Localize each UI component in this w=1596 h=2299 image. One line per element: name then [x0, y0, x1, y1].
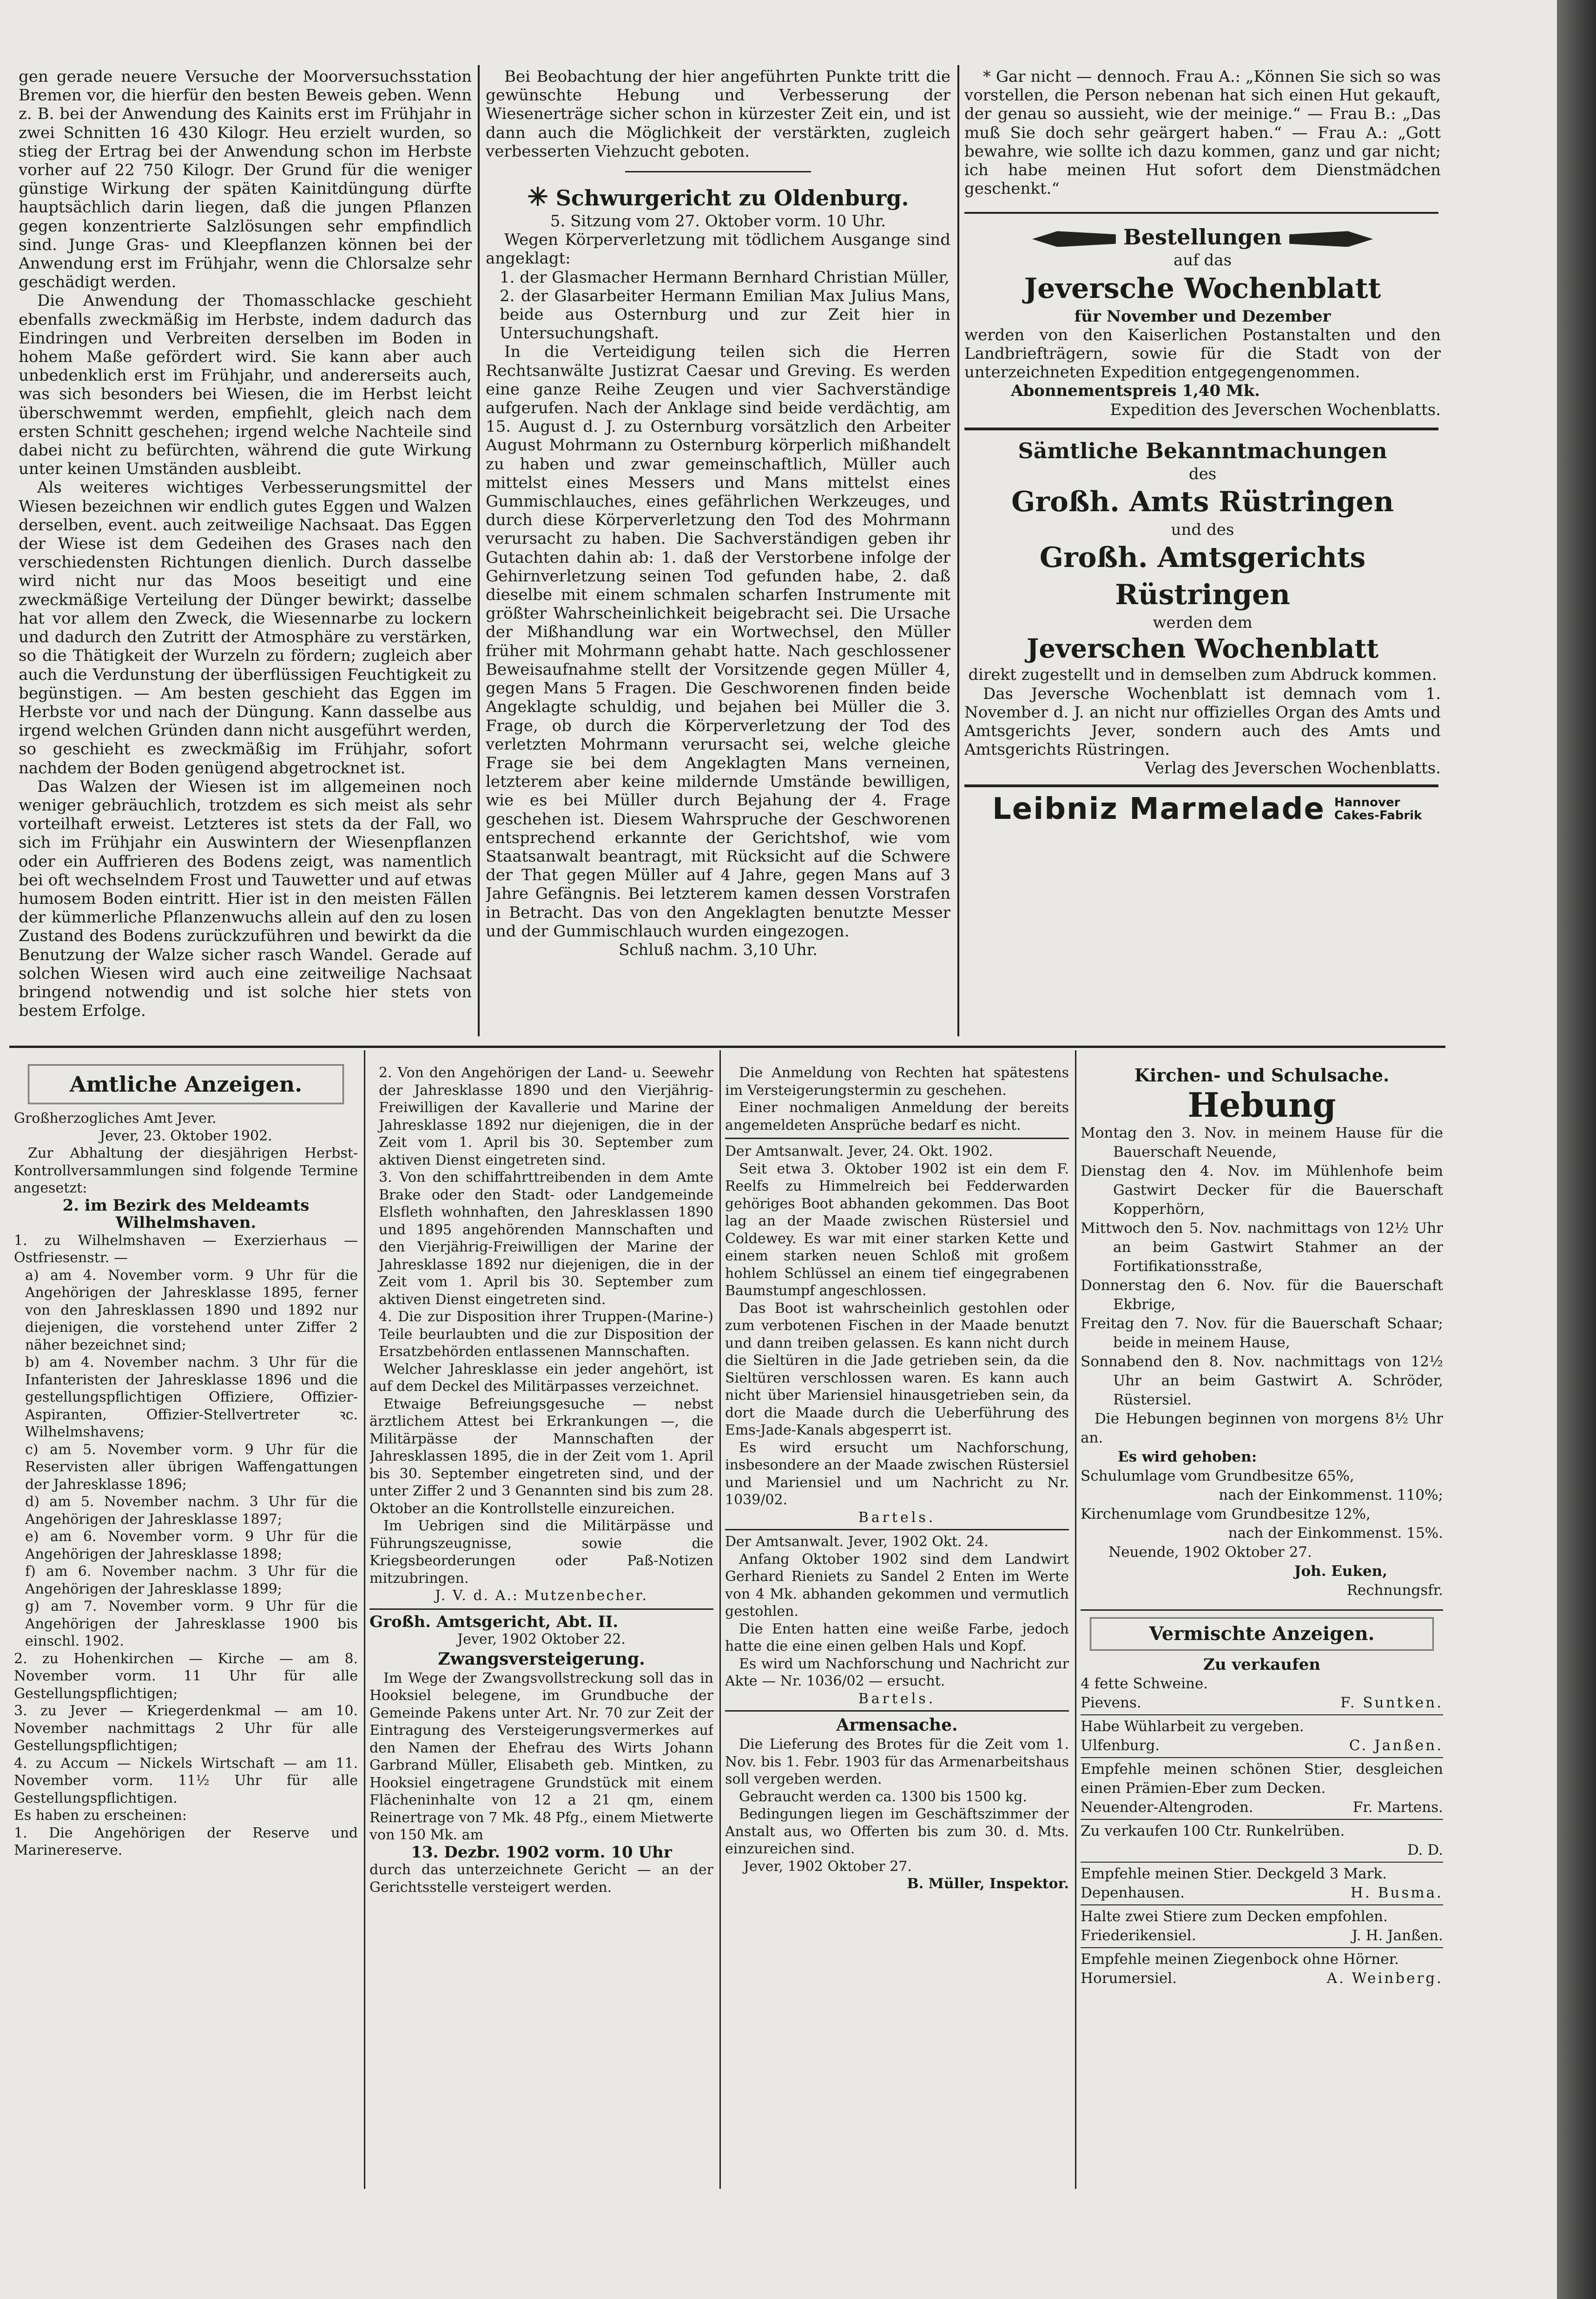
joke-text: * Gar nicht — dennoch. Frau A.: „Können Sie sich so was vorstellen, die Person nebenan hat sich einen Hut gekauft, der genau so aussieht, wie der meinige.“ — Frau B.: „Das muß Sie doch sehr geärgert haben.“ — Frau A.: „Gott bewahre, wie sollte ich dazu kommen, ganz und gar nicht; ich habe meinen Hut sofort dem Dienstmädchen geschenkt.“	[964, 67, 1441, 198]
b2-line-3: Welcher Jahresklasse ein jeder angehört, ist auf dem Deckel des Militärpasses verzeichnet.	[369, 1361, 713, 1395]
k-head: Kirchen- und Schulsache.	[1134, 1065, 1390, 1086]
b2-line-2: 4. Die zur Disposition ihrer Truppen-(Marine-) Teile beurlaubten und die zur Disposition der Ersatzbehörden entlassenen Mannschaften.	[379, 1309, 713, 1360]
accused-1: 1. der Glasmacher Hermann Bernhard Christian Müller,	[500, 268, 950, 287]
auction-body: Im Wege der Zwangsvollstreckung soll das in Hooksiel belegene, im Grundbuche der Gemeinde Pakens unter Art. Nr. 70 zur Zeit der Eintragung des Versteigerungsvermerkes auf den Namen der Ehefrau des Wirts Johann Garbrand Müller, Elisabeth geb. Mintken, zu Hooksiel eingetragene Grundstück mit einem Flächeninhalte von 12 a 21 qm, einem Reinertrage von 7 Mk. 48 Pfg., einem Mietwerte von 150 Mk. am	[369, 1670, 713, 1843]
b3-a1b: Das Boot ist wahrscheinlich gestohlen oder zum verbotenen Fischen in der Maade benutzt und dann treiben gelassen. Es kann nicht durch die Sieltüren in die Jade getrieben sein, da die Sieltüren verschlossen waren. Es kann auch nicht über Mariensiel hinausgetrieben sein, da dort die Maade durch die Ueberführung des Ems-Jade-Kanals abgesperrt ist.	[725, 1300, 1069, 1438]
col2-intro: Bei Beobachtung der hier angeführten Punkte tritt die gewünschte Hebung und Verbesserung der Wiesenerträge sicher schon in kürzester Zeit ein, und ist dann auch die Möglichkeit der verstärkten, zugleich verbesserten Viehzucht geboten.	[486, 67, 950, 161]
ad-5	[1081, 1907, 1443, 1945]
b1-date: Jever, 23. Oktober 1902.	[99, 1127, 272, 1144]
ad-0-name: F. Suntken.	[1340, 1694, 1443, 1711]
ann-title-1: Großh. Amts Rüstringen	[1011, 486, 1394, 519]
b1-intro: Zur Abhaltung der diesjährigen Herbst-Kontrollversammlungen sind folgende Termine angesetzt:	[14, 1145, 358, 1196]
k-line-2: Mittwoch den 5. Nov. nachmittags von 12½ Uhr an beim Gastwirt Stahmer an der Fortifikationsstraße,	[1081, 1220, 1443, 1275]
b1-line-5: e) am 6. November vorm. 9 Uhr für die Angehörigen der Jahresklasse 1898;	[25, 1528, 358, 1562]
ad-2-sig	[1081, 1798, 1443, 1817]
column-1	[19, 67, 472, 1034]
order-body: werden von den Kaiserlichen Postanstalten und den Landbriefträgern, sowie für die Stadt von der unterzeichneten Expedition entgegengenommen.	[964, 325, 1441, 382]
ad-4-sig	[1081, 1884, 1443, 1903]
mixed-ads-head-box	[1090, 1617, 1434, 1651]
ann-head: Sämtliche Bekanntmachungen	[1018, 438, 1387, 463]
ad-4-name: H. Busma.	[1350, 1884, 1443, 1901]
order-sig: Expedition des Jeverschen Wochenblatts.	[1110, 400, 1441, 419]
b1-line-4: d) am 5. November nachm. 3 Uhr für die Angehörigen der Jahresklasse 1897;	[25, 1494, 358, 1528]
ad-5-place: Friederikensiel.	[1081, 1927, 1196, 1944]
ad-5-sig	[1081, 1926, 1443, 1945]
order-box	[964, 223, 1441, 419]
ad-2-name: Fr. Martens.	[1352, 1799, 1443, 1816]
ad-2-place: Neuender-Altengroden.	[1081, 1799, 1253, 1816]
divider-v1	[478, 65, 480, 1036]
ad-1-sig	[1081, 1736, 1443, 1755]
b2-line-4: Etwaige Befreiungsgesuche — nebst ärztlichem Attest bei Erkrankungen —, die Militärpässe der Mannschaften der Jahresklassen 1895, die in der Zeit vom 1. April bis 30. September eingetreten sind, und der unter Ziffer 2 und 3 Genannten sind bis zum 28. Oktober an die Kontrollstelle einzureichen.	[369, 1396, 713, 1517]
k-s1: Schulumlage vom Grundbesitze 65%,	[1081, 1468, 1354, 1484]
trial-title-text: Schwurgericht zu Oldenburg.	[555, 185, 909, 211]
ad-6-place: Horumersiel.	[1081, 1970, 1177, 1987]
ann-sig: Verlag des Jeverschen Wochenblatts.	[1145, 759, 1441, 778]
ad-3-text: Zu verkaufen 100 Ctr. Runkelrüben.	[1081, 1823, 1345, 1839]
divider-h	[9, 1046, 1445, 1048]
ad-0-sig	[1081, 1693, 1443, 1713]
official-ads-head-box	[28, 1064, 344, 1104]
column-2	[486, 67, 950, 1034]
ad-0-text: 4 fette Schweine.	[1081, 1675, 1208, 1692]
arm-body-2: Gebraucht werden ca. 1300 bis 1500 kg.	[739, 1788, 1027, 1805]
ad-1	[1081, 1717, 1443, 1755]
ad-rule-3	[1081, 1862, 1443, 1863]
arm-head: Armensache.	[836, 1715, 958, 1735]
k-sig-2: Rechnungsfr.	[1346, 1582, 1443, 1599]
page-edge-shadow	[1557, 0, 1596, 2299]
k-sig: Joh. Euken,	[1294, 1563, 1387, 1580]
bottom-column-2	[369, 1064, 713, 2180]
b1-line-1: a) am 4. November vorm. 9 Uhr für die Angehörigen der Jahresklasse 1895, ferner von den Jahresklassen 1890 und 1892 nur diejenigen, die vorstehend unter Ziffer 2 näher bezeichnet sind;	[25, 1267, 358, 1353]
b2-line-1: 3. Von den schiffahrttreibenden in dem Amte Brake oder den Stadt- oder Landgemeinde Elsfleth wohnhaften, den Jahresklassen 1890 und 1895 angehörenden Mannschaften und den Vierjährig-Freiwilligen der Marine der Jahresklasse 1892 nur diejenigen, die in der Zeit vom 1. April bis 30. September zum aktiven Dienst eingetreten sind.	[379, 1169, 713, 1308]
b1-line-11: Es haben zu erscheinen:	[14, 1807, 187, 1824]
ad-5-name: J. H. Janßen.	[1352, 1927, 1443, 1944]
ad-1-name: C. Janßen.	[1349, 1737, 1443, 1754]
arm-body-3: Bedingungen liegen im Geschäftszimmer der Anstalt aus, wo Offerten bis zum 30. d. Mts. einzureichen sind.	[725, 1806, 1069, 1857]
mixed-ads-head: Vermischte Anzeigen.	[1149, 1623, 1375, 1645]
accused-2: 2. der Glasarbeiter Hermann Emilian Max Julius Mans, beide aus Osternburg und zur Zeit hier in Untersuchungshaft.	[500, 286, 950, 343]
divider-v3	[364, 1050, 365, 2189]
k-s4: nach der Einkommenst. 15%.	[1228, 1525, 1443, 1541]
trial-close: Schluß nachm. 3,10 Uhr.	[619, 940, 818, 959]
b1-office: Großherzogliches Amt Jever.	[14, 1110, 217, 1126]
v-sub: Zu verkaufen	[1203, 1655, 1320, 1674]
b2-line-0: 2. Von den Angehörigen der Land- u. Seewehr der Jahresklasse 1890 und den Vierjährig-Freiwilligen der Kavallerie und Marine der Jahresklasse 1892 nur diejenigen, die in der Zeit vom 1. April bis 30. September zum aktiven Dienst eingetreten sind.	[379, 1065, 713, 1168]
b2-rule	[369, 1608, 713, 1610]
ad-6	[1081, 1950, 1443, 1988]
k-s2: nach der Einkommenst. 110%;	[1219, 1487, 1443, 1503]
divider-v5	[1075, 1050, 1076, 2189]
b1-section: 2. im Bezirk des Meldeamts Wilhelmshaven.	[62, 1196, 310, 1232]
order-price: Abonnementspreis 1,40 Mk.	[1011, 382, 1260, 401]
ad-2	[1081, 1760, 1443, 1817]
ann-des: des	[1188, 464, 1217, 483]
b1-line-10: 4. zu Accum — Nickels Wirtschaft — am 11. November vorm. 11½ Uhr für alle Gestellungspflichtigen.	[14, 1755, 358, 1806]
b3-a2-sig: Bartels.	[858, 1690, 936, 1707]
pointing-hand-left-icon	[1032, 231, 1116, 247]
k-line-3: Donnerstag den 6. Nov. für die Bauerschaft Ekbrige,	[1081, 1277, 1443, 1313]
ad-4	[1081, 1864, 1443, 1903]
court-date: Jever, 1902 Oktober 22.	[457, 1631, 626, 1647]
order-head-text: Bestellungen	[1123, 224, 1282, 250]
b3-a1c: Es wird ersucht um Nachforschung, insbesondere an der Maade zwischen Rüstersiel und Mariensiel und um Nachricht zu Nr. 1039/02.	[725, 1439, 1069, 1508]
bottom-column-3	[725, 1064, 1069, 2180]
b3-a1-head: Der Amtsanwalt. Jever, 24. Okt. 1902.	[725, 1143, 993, 1159]
ad-6-sig	[1081, 1969, 1443, 1988]
ad-rule-5	[1081, 1947, 1443, 1948]
leibniz-title: Leibniz Marmelade	[992, 791, 1325, 826]
b2-line-5: Im Uebrigen sind die Militärpässe und Führungszeugnisse, sowie die Kriegsbeorderungen oder Paß-Notizen mitzubringen.	[369, 1518, 713, 1587]
ad-4-text: Empfehle meinen Stier. Deckgeld 3 Mark.	[1081, 1865, 1387, 1882]
ad-3-sig	[1081, 1841, 1443, 1860]
k-date: Neuende, 1902 Oktober 27.	[1108, 1544, 1312, 1561]
b1-line-12: 1. Die Angehörigen der Reserve und Marinereserve.	[14, 1825, 358, 1858]
bottom-column-4	[1081, 1064, 1443, 2180]
col1-para-2: Die Anwendung der Thomasschlacke geschieht ebenfalls zweckmäßig im Herbste, indem dadurch das Eindringen und Verbreiten derselben im Boden in hohem Maße gefördert wird. Sie kann aber auch unbedenklich erst im Frühjahr, und andererseits auch, was sich besonders bei Wiesen, die im Herbst leicht überschwemmt werden, empfiehlt, gleich nach dem ersten Schnitt geschehen; irgend welche Nachteile sind dabei nicht zu befürchten, während die gute Wirkung unter keinen Umständen ausbleibt.	[19, 291, 472, 479]
order-months: für November und Dezember	[1074, 307, 1331, 326]
col3-rule-3	[964, 784, 1438, 787]
ad-3-name: D. D.	[1407, 1842, 1443, 1858]
b3-rule-2	[725, 1529, 1069, 1530]
order-head	[964, 223, 1441, 251]
ann-title-3: Jeverschen Wochenblatt	[1026, 633, 1379, 665]
official-ads-head: Amtliche Anzeigen.	[69, 1072, 303, 1097]
k-title: Hebung	[1187, 1085, 1336, 1125]
b1-line-6: f) am 6. November nachm. 3 Uhr für die Angehörigen der Jahresklasse 1899;	[25, 1563, 358, 1597]
b3-a2-head: Der Amtsanwalt. Jever, 1902 Okt. 24.	[725, 1534, 989, 1550]
b3-top: Die Anmeldung von Rechten hat spätestens im Versteigerungstermin zu geschehen.	[725, 1065, 1069, 1099]
arm-date: Jever, 1902 Oktober 27.	[744, 1858, 912, 1875]
ad-2-text: Empfehle meinen schönen Stier, desgleichen einen Prämien-Eber zum Decken.	[1081, 1761, 1443, 1797]
k-line-5: Sonnabend den 8. Nov. nachmittags von 12½ Uhr an beim Gastwirt A. Schröder, Rüstersiel.	[1081, 1353, 1443, 1408]
col2-rule	[625, 171, 811, 172]
ad-rule-2	[1081, 1819, 1443, 1820]
ad-rule-1	[1081, 1757, 1443, 1758]
col3-rule-2	[964, 428, 1438, 430]
b3-a1-sig: Bartels.	[858, 1509, 936, 1526]
col1-para-3: Als weiteres wichtiges Verbesserungsmittel der Wiesen bezeichnen wir endlich gutes Eggen und Walzen derselben, event. auch zeitweilige Nachsaat. Das Eggen der Wiese ist dem Gedeihen des Grases nach den verschiedensten Richtungen dienlich. Durch dasselbe wird nicht nur das Moos beseitigt und eine zweckmäßige Verteilung der Dünger bewirkt; dasselbe hat vor allem den Zweck, die Wiesennarbe zu lockern und dadurch den Zutritt der Atmosphäre zu verstärken, so die Thätigkeit der Wurzeln zu fördern; zugleich aber auch die Verdunstung der überflüssigen Feuchtigkeit zu begünstigen. — Am besten geschieht das Eggen im Herbste vor und nach der Düngung. Kann dasselbe aus irgend welchen Gründen dann nicht ausgeführt werden, so geschieht es zweckmäßig im Frühjahr, sofort nachdem der Boden genügend abgetrocknet ist.	[19, 478, 472, 777]
arm-sig: B. Müller, Inspektor.	[907, 1876, 1069, 1892]
b3-a1: Seit etwa 3. Oktober 1902 ist ein dem F. Reelfs zu Himmelreich bei Fedderwarden gehöriges Boot abhanden gekommen. Das Boot lag an der Maade zwischen Rüstersiel und Coldewey. Es war mit einer starken Kette und einem starken neuen Schloß mit großem hohlem Schlüssel an einem tief eingegrabenen Baumstumpf angeschlossen.	[725, 1160, 1069, 1299]
k-line-0: Montag den 3. Nov. in meinem Hause für die Bauerschaft Neuende,	[1081, 1125, 1443, 1160]
arm-body: Die Lieferung des Brotes für die Zeit vom 1. Nov. bis 1. Febr. 1903 für das Armenarbeitshaus soll vergeben werden.	[725, 1736, 1069, 1787]
k-s3: Kirchenumlage vom Grundbesitze 12%,	[1081, 1506, 1371, 1522]
k-geh: Es wird gehoben:	[1118, 1449, 1257, 1465]
ad-5-text: Halte zwei Stiere zum Decken empfohlen.	[1081, 1908, 1388, 1925]
b4-rule-1	[1081, 1609, 1443, 1611]
ad-1-text: Habe Wühlarbeit zu vergeben.	[1081, 1718, 1304, 1735]
b1-line-7: g) am 7. November vorm. 9 Uhr für die Angehörigen der Jahresklasse 1900 bis einschl. 1902.	[25, 1598, 358, 1649]
auction-end: durch das unterzeichnete Gericht — an der Gerichtsstelle versteigert werden.	[369, 1862, 713, 1896]
asterisk-icon: ✳	[527, 182, 548, 212]
ann-line: direkt zugestellt und in demselben zum Abdruck kommen.	[968, 665, 1437, 685]
order-sub: auf das	[1173, 251, 1232, 270]
ad-6-text: Empfehle meinen Ziegenbock ohne Hörner.	[1081, 1951, 1399, 1968]
ann-und: und des	[1171, 520, 1234, 540]
b3-top2: Einer nochmaligen Anmeldung der bereits angemeldeten Ansprüche bedarf es nicht.	[725, 1100, 1069, 1133]
b3-rule-3	[725, 1710, 1069, 1712]
ad-4-place: Depenhausen.	[1081, 1884, 1185, 1901]
order-title: Jeversche Wochenblatt	[1024, 272, 1381, 305]
auction-date: 13. Dezbr. 1902 vorm. 10 Uhr	[411, 1843, 672, 1862]
ann-title-2: Großh. Amtsgerichts Rüstringen	[1039, 541, 1366, 612]
b1-line-3: c) am 5. November vorm. 9 Uhr für die Reservisten aller übrigen Waffengattungen der Jahresklasse 1896;	[25, 1441, 358, 1493]
b3-a2: Anfang Oktober 1902 sind dem Landwirt Gerhard Rieniets zu Sandel 2 Enten im Werte von 4 Mk. abhanden gekommen und vermutlich gestohlen.	[725, 1551, 1069, 1620]
ad-1-place: Ulfenburg.	[1081, 1737, 1160, 1754]
col1-para-4: Das Walzen der Wiesen ist im allgemeinen noch weniger gebräuchlich, trotzdem es sich meist als sehr vorteilhaft erweist. Letzteres ist stets da der Fall, wo sich im Frühjahr ein Auswintern der Wiesenpflanzen oder ein Auffrieren des Bodens zeigt, was namentlich bei oft wechselndem Frost und Tauwetter und auf etwas humosem Boden eintritt. Hier ist in den meisten Fällen der kümmerliche Pflanzenwuchs allein auf den zu losen Zustand des Bodens zurückzuführen und bewirkt da die Benutzung der Walze sicher rasch Wandel. Gerade auf solchen Wiesen wird auch eine zeitweilige Nachsaat bringend notwendig und ist solche hier stets von bestem Erfolge.	[19, 777, 472, 1021]
b3-rule-1	[725, 1138, 1069, 1139]
trial-lead: Wegen Körperverletzung mit tödlichem Ausgange sind angeklagt:	[486, 231, 950, 268]
court-head: Großh. Amtsgericht, Abt. II.	[369, 1612, 619, 1631]
k-line-4: Freitag den 7. Nov. für die Bauerschaft Schaar; beide in meinem Hause,	[1081, 1315, 1443, 1351]
b3-a2c: Es wird um Nachforschung und Nachricht zur Akte — Nr. 1036/02 — ersucht.	[725, 1655, 1069, 1689]
trial-title	[486, 183, 950, 212]
ad-3	[1081, 1822, 1443, 1860]
pointing-hand-right-icon	[1289, 231, 1373, 247]
ad-0	[1081, 1674, 1443, 1713]
col3-rule-1	[964, 212, 1438, 214]
divider-v2	[957, 65, 959, 1036]
bottom-column-1	[14, 1064, 358, 2180]
b3-a2b: Die Enten hatten eine weiße Farbe, jedoch hatte die eine einen gelben Hals und Kopf.	[725, 1620, 1069, 1654]
announcement-box	[964, 437, 1441, 778]
ad-rule-4	[1081, 1904, 1443, 1905]
auction-head: Zwangsversteigerung.	[438, 1649, 645, 1669]
ann-werden: werden dem	[1153, 613, 1253, 632]
ad-0-place: Pievens.	[1081, 1694, 1141, 1711]
leibniz-sub: Hannover Cakes-Fabrik	[1334, 795, 1422, 823]
divider-v4	[719, 1050, 721, 2189]
leibniz-ad	[964, 792, 1441, 826]
ann-body: Das Jeversche Wochenblatt ist demnach vom 1. November d. J. an nicht nur offizielles Organ des Amts und Amtsgerichts Jever, sondern auch des Amts und Amtsgerichts Rüstringen.	[964, 684, 1441, 759]
b1-line-9: 3. zu Jever — Kriegerdenkmal — am 10. November nachmittags 2 Uhr für alle Gestellungspflichtigen;	[14, 1703, 358, 1754]
ad-6-name: A. Weinberg.	[1326, 1970, 1443, 1987]
trial-session: 5. Sitzung vom 27. Oktober vorm. 10 Uhr.	[550, 212, 886, 231]
trial-body: In die Verteidigung teilen sich die Herren Rechtsanwälte Justizrat Caesar und Greving. Es werden eine ganze Reihe Zeugen und vier Sachverständige aufgerufen. Nach der Anklage sind beide verdächtig, am 15. August d. J. zu Osternburg vorsätzlich den Arbeiter August Mohrmann zu Osternburg körperlich mißhandelt zu haben und zwar gemeinschaftlich, Müller auch mittelst eines Messers und Mans mittelst eines Gummischlauches, eines gefährlichen Werkzeuges, und durch diese Körperverletzung den Tod des Mohrmann verursacht zu haben. Die Sachverständigen geben ihr Gutachten dahin ab: 1. daß der Verstorbene infolge der Gehirnverletzung seinen Tod gefunden habe, 2. daß dieselbe mit einem schmalen scharfen Instrumente mit größter Wahrscheinlichkeit beigebracht sei. Die Ursache der Mißhandlung war ein Wortwechsel, den Müller früher mit Mohrmann gehabt hatte. Nach geschlossener Beweisaufnahme stellt der Vorsitzende gegen Müller 4, gegen Mans 5 Fragen. Die Geschworenen finden beide Angeklagte schuldig, und bejahen bei Müller die 3. Frage, ob durch die Körperverletzung der Tod des verletzten Mohrmann verursacht sei, welche gleiche Frage sie bei dem Angeklagten Mans verneinen, letzterem aber keine mildernde Umstände bewilligen, wie es bei Müller durch Bejahung der 4. Frage geschehen ist. Diesem Wahrspruche der Geschworenen entsprechend erkannte der Gerichtshof, wie vom Staatsanwalt beantragt, mit Rücksicht auf die Schwere der That gegen Müller auf 4 Jahre, gegen Mans auf 3 Jahre Gefängnis. Bei letzterem kamen dessen Vorstrafen in Betracht. Das von den Angeklagten benutzte Messer und der Gummischlauch wurden eingezogen.	[486, 343, 950, 941]
ad-rule-0	[1081, 1714, 1443, 1715]
b1-line-0: 1. zu Wilhelmshaven — Exerzierhaus — Ostfriesenstr. —	[14, 1232, 358, 1266]
k-line-1: Dienstag den 4. Nov. im Mühlenhofe beim Gastwirt Decker für die Bauerschaft Kopperhörn,	[1081, 1163, 1443, 1218]
k-line-6: Die Hebungen beginnen von morgens 8½ Uhr an.	[1081, 1410, 1443, 1446]
b2-sig: J. V. d. A.: Mutzenbecher.	[435, 1588, 648, 1604]
b1-line-8: 2. zu Hohenkirchen — Kirche — am 8. November vorm. 11 Uhr für alle Gestellungspflichtigen;	[14, 1650, 358, 1702]
col1-para-1: gen gerade neuere Versuche der Moorversuchsstation Bremen vor, die hierfür den besten Beweis geben. Wenn z. B. bei der Anwendung des Kainits erst im Frühjahr in zwei Schnitten 16 430 Kilogr. Heu erzielt wurden, so stieg der Ertrag bei der Anwendung schon im Herbste vorher auf 22 750 Kilogr. Der Grund für die weniger günstige Wirkung der späten Kainitdüngung dürfte hauptsächlich darin liegen, daß die jungen Pflanzen gegen konzentrierte Salzlösungen sehr empfindlich sind. Junge Gras- und Kleepflanzen können bei der Anwendung erst im Frühjahr, wenn die Chlorsalze sehr geschädigt werden.	[19, 67, 472, 292]
b1-line-2: b) am 4. November nachm. 3 Uhr für die Infanteristen der Jahresklasse 1896 und die gestellungspflichtigen Offiziere, Offizier-Aspiranten, Offizier-Stellvertreter ꝛc. Wilhelmshavens;	[25, 1354, 358, 1440]
column-3	[964, 67, 1441, 1036]
